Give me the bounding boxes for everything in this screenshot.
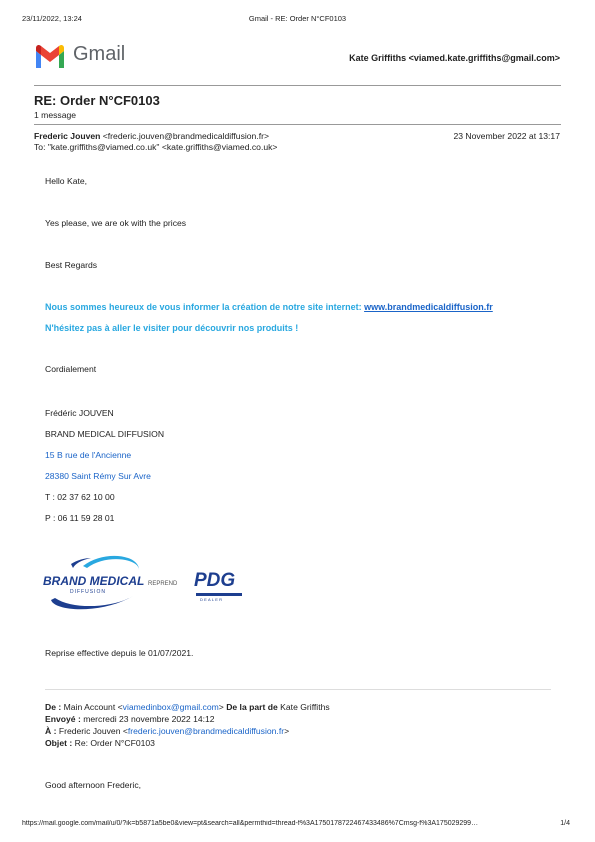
- quoted-subject-value: Re: Order N°CF0103: [72, 738, 155, 748]
- print-page-title: Gmail - RE: Order N°CF0103: [248, 14, 347, 23]
- quote-divider: [45, 689, 551, 690]
- logo-pdg-sub: DEALER: [200, 597, 224, 602]
- promo-text: Nous sommes heureux de vous informer la création de notre site internet:: [45, 302, 365, 312]
- reprise-line: Reprise effective depuis le 01/07/2021.: [45, 648, 194, 658]
- greeting: Hello Kate,: [45, 176, 88, 186]
- logo-diffusion: DIFFUSION: [70, 589, 106, 595]
- logo-pdg: PDG: [194, 570, 236, 591]
- quoted-sent-value: mercredi 23 novembre 2022 14:12: [80, 714, 215, 724]
- promo-line-2: N'hésitez pas à aller le visiter pour découvrir nos produits !: [45, 323, 299, 333]
- gmail-logo-text: Gmail: [73, 43, 126, 65]
- header-divider: [34, 85, 561, 86]
- message-date: 23 November 2022 at 13:17: [453, 131, 560, 141]
- quoted-from-pre: Main Account <: [61, 702, 123, 712]
- quoted-subject: [45, 738, 155, 748]
- quoted-to-post: >: [284, 726, 290, 736]
- website-link[interactable]: www.brandmedicaldiffusion.fr: [364, 302, 493, 312]
- quoted-sent: [45, 714, 215, 724]
- message-to: To: "kate.griffiths@viamed.co.uk" <kate.griffiths@viamed.co.uk>: [34, 142, 278, 152]
- print-datetime: 23/11/2022, 13:24: [22, 14, 82, 23]
- message-from: [34, 131, 269, 141]
- logo-pdg-bar: [196, 593, 242, 596]
- quoted-from-email[interactable]: viamedinbox@gmail.com: [122, 702, 219, 712]
- quoted-from: [45, 702, 330, 712]
- signature-name: Frédéric JOUVEN: [45, 408, 114, 418]
- logo-brand-medical: BRAND MEDICAL: [43, 574, 145, 588]
- from-name: Frederic Jouven: [34, 131, 101, 141]
- quoted-onbehalf-value: Kate Griffiths: [277, 702, 330, 712]
- print-page-number: 1/4: [560, 820, 570, 827]
- quoted-to-label: À :: [45, 726, 57, 736]
- quoted-to-pre: Frederic Jouven <: [56, 726, 128, 736]
- thread-subject: RE: Order N°CF0103: [34, 93, 160, 108]
- quoted-onbehalf-label: De la part de: [226, 702, 278, 712]
- signature-address-2[interactable]: 28380 Saint Rémy Sur Avre: [45, 471, 151, 481]
- regards: Best Regards: [45, 260, 98, 270]
- account-label: Kate Griffiths <viamed.kate.griffiths@gmail.com>: [349, 53, 560, 63]
- signature-company: BRAND MEDICAL DIFFUSION: [45, 429, 165, 439]
- signature-address-1[interactable]: 15 B rue de l'Ancienne: [45, 450, 132, 460]
- signature-mobile: P : 06 11 59 28 01: [45, 513, 115, 523]
- quoted-to-email[interactable]: frederic.jouven@brandmedicaldiffusion.fr: [127, 726, 285, 736]
- message-count: 1 message: [34, 110, 77, 120]
- quoted-greeting: Good afternoon Frederic,: [45, 780, 142, 790]
- signature-phone: T : 02 37 62 10 00: [45, 492, 115, 502]
- closing: Cordialement: [45, 364, 97, 374]
- from-email[interactable]: <frederic.jouven@brandmedicaldiffusion.fr>: [102, 131, 269, 141]
- print-url: https://mail.google.com/mail/u/0/?ik=b5871a5be0&view=pt&search=all&permthid=thread-f%3A1750178722467433486%7Cmsg-f%3A175029299…: [22, 820, 479, 827]
- promo-line-1: [45, 302, 493, 312]
- quoted-from-post: >: [218, 702, 227, 712]
- logo-reprend: REPREND: [148, 581, 178, 587]
- quoted-from-label: De :: [45, 702, 62, 712]
- gmail-logo-icon[interactable]: [34, 44, 66, 68]
- quoted-to: [45, 726, 289, 736]
- subject-divider: [34, 124, 561, 125]
- quoted-subject-label: Objet :: [45, 738, 73, 748]
- quoted-sent-label: Envoyé :: [45, 714, 81, 724]
- body-line: Yes please, we are ok with the prices: [45, 218, 187, 228]
